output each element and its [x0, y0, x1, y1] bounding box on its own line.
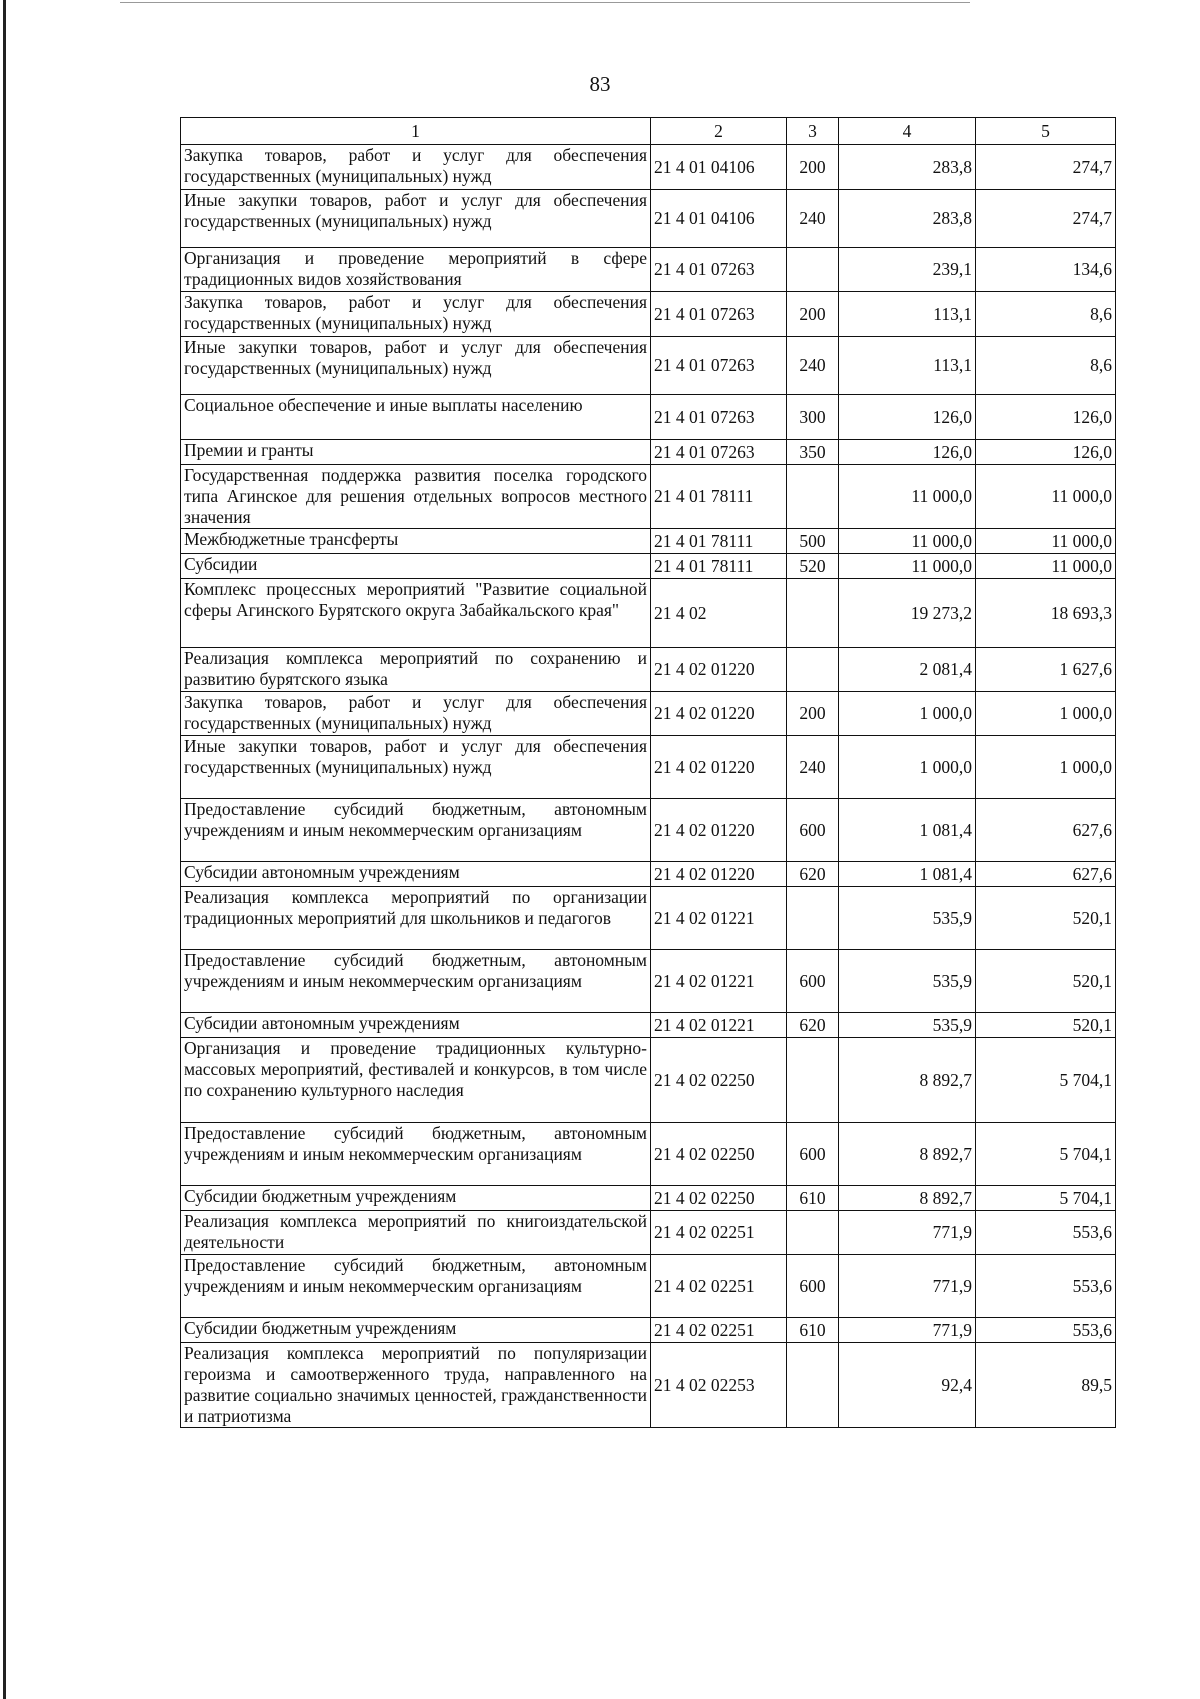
cell-type	[787, 248, 839, 292]
cell-value-col4: 1 081,4	[839, 799, 976, 862]
table-row	[181, 337, 1116, 395]
table-row	[181, 1013, 1116, 1038]
cell-name: Реализация комплекса мероприятий по книгоиздательской деятельности	[181, 1211, 651, 1255]
scan-edge-top	[120, 2, 970, 3]
cell-type: 200	[787, 292, 839, 337]
cell-value-col5: 1 000,0	[976, 736, 1116, 799]
cell-code: 21 4 01 78111	[651, 554, 787, 579]
cell-value-col5: 627,6	[976, 799, 1116, 862]
cell-name: Предоставление субсидий бюджетным, автономным учреждениям и иным некоммерческим организациям	[181, 799, 651, 862]
cell-value-col4: 2 081,4	[839, 648, 976, 692]
cell-value-col4: 11 000,0	[839, 465, 976, 529]
cell-value-col4: 92,4	[839, 1343, 976, 1428]
table-row	[181, 292, 1116, 337]
header-col-2: 2	[651, 118, 787, 145]
cell-type: 620	[787, 862, 839, 887]
cell-code: 21 4 01 04106	[651, 145, 787, 190]
cell-type: 200	[787, 692, 839, 736]
cell-code: 21 4 02 01220	[651, 648, 787, 692]
cell-value-col5: 8,6	[976, 337, 1116, 395]
cell-name: Закупка товаров, работ и услуг для обеспечения государственных (муниципальных) нужд	[181, 692, 651, 736]
cell-code: 21 4 01 07263	[651, 337, 787, 395]
cell-type: 240	[787, 190, 839, 248]
table-row	[181, 887, 1116, 950]
cell-value-col5: 89,5	[976, 1343, 1116, 1428]
cell-code: 21 4 02 02251	[651, 1255, 787, 1318]
cell-name: Иные закупки товаров, работ и услуг для обеспечения государственных (муниципальных) нужд	[181, 190, 651, 248]
cell-type: 620	[787, 1013, 839, 1038]
table-row	[181, 862, 1116, 887]
cell-value-col5: 11 000,0	[976, 529, 1116, 554]
cell-value-col5: 274,7	[976, 145, 1116, 190]
cell-code: 21 4 01 78111	[651, 529, 787, 554]
cell-name: Реализация комплекса мероприятий по организации традиционных мероприятий для школьников и педагогов	[181, 887, 651, 950]
table-row	[181, 529, 1116, 554]
cell-code: 21 4 02 02251	[651, 1211, 787, 1255]
cell-code: 21 4 01 07263	[651, 440, 787, 465]
cell-value-col4: 8 892,7	[839, 1123, 976, 1186]
page-number: 83	[589, 72, 611, 96]
cell-code: 21 4 01 07263	[651, 248, 787, 292]
table-row	[181, 145, 1116, 190]
cell-value-col5: 520,1	[976, 1013, 1116, 1038]
cell-value-col5: 1 627,6	[976, 648, 1116, 692]
table-row	[181, 440, 1116, 465]
cell-name: Иные закупки товаров, работ и услуг для обеспечения государственных (муниципальных) нужд	[181, 736, 651, 799]
cell-name: Иные закупки товаров, работ и услуг для обеспечения государственных (муниципальных) нужд	[181, 337, 651, 395]
table-row	[181, 1255, 1116, 1318]
cell-value-col5: 18 693,3	[976, 579, 1116, 648]
cell-code: 21 4 02 01220	[651, 736, 787, 799]
cell-name: Закупка товаров, работ и услуг для обеспечения государственных (муниципальных) нужд	[181, 292, 651, 337]
cell-name: Предоставление субсидий бюджетным, автономным учреждениям и иным некоммерческим организациям	[181, 950, 651, 1013]
cell-name: Комплекс процессных мероприятий "Развитие социальной сферы Агинского Бурятского округа Забайкальского края"	[181, 579, 651, 648]
table-row	[181, 648, 1116, 692]
cell-code: 21 4 02 01220	[651, 692, 787, 736]
cell-value-col5: 274,7	[976, 190, 1116, 248]
cell-type: 600	[787, 799, 839, 862]
cell-value-col5: 126,0	[976, 395, 1116, 440]
cell-value-col4: 1 000,0	[839, 692, 976, 736]
cell-name: Субсидии автономным учреждениям	[181, 1013, 651, 1038]
cell-value-col5: 11 000,0	[976, 554, 1116, 579]
cell-name: Организация и проведение мероприятий в сфере традиционных видов хозяйствования	[181, 248, 651, 292]
cell-value-col5: 5 704,1	[976, 1123, 1116, 1186]
cell-name: Субсидии бюджетным учреждениям	[181, 1318, 651, 1343]
cell-value-col4: 535,9	[839, 950, 976, 1013]
header-col-3: 3	[787, 118, 839, 145]
cell-value-col4: 283,8	[839, 145, 976, 190]
cell-type	[787, 465, 839, 529]
cell-value-col4: 113,1	[839, 337, 976, 395]
table-row	[181, 579, 1116, 648]
cell-code: 21 4 02 02250	[651, 1186, 787, 1211]
cell-code: 21 4 02 01220	[651, 862, 787, 887]
cell-code: 21 4 02 01221	[651, 950, 787, 1013]
cell-type	[787, 1211, 839, 1255]
cell-code: 21 4 02 02250	[651, 1038, 787, 1123]
cell-value-col5: 553,6	[976, 1255, 1116, 1318]
cell-value-col4: 239,1	[839, 248, 976, 292]
cell-name: Государственная поддержка развития поселка городского типа Агинское для решения отдельных вопросов местного значения	[181, 465, 651, 529]
header-row	[181, 118, 1116, 145]
table-row	[181, 190, 1116, 248]
table-row	[181, 950, 1116, 1013]
cell-type: 350	[787, 440, 839, 465]
cell-name: Премии и гранты	[181, 440, 651, 465]
cell-code: 21 4 02 01220	[651, 799, 787, 862]
cell-value-col4: 11 000,0	[839, 529, 976, 554]
cell-code: 21 4 02	[651, 579, 787, 648]
cell-type: 500	[787, 529, 839, 554]
cell-type: 240	[787, 337, 839, 395]
cell-value-col5: 520,1	[976, 950, 1116, 1013]
cell-value-col5: 5 704,1	[976, 1038, 1116, 1123]
cell-name: Предоставление субсидий бюджетным, автономным учреждениям и иным некоммерческим организациям	[181, 1123, 651, 1186]
cell-type: 300	[787, 395, 839, 440]
cell-code: 21 4 01 07263	[651, 292, 787, 337]
cell-name: Субсидии	[181, 554, 651, 579]
cell-type: 240	[787, 736, 839, 799]
header-col-1: 1	[181, 118, 651, 145]
cell-value-col4: 283,8	[839, 190, 976, 248]
cell-type: 610	[787, 1186, 839, 1211]
cell-value-col4: 771,9	[839, 1318, 976, 1343]
cell-value-col4: 113,1	[839, 292, 976, 337]
cell-value-col4: 535,9	[839, 1013, 976, 1038]
cell-code: 21 4 02 01221	[651, 887, 787, 950]
scan-edge-left	[3, 0, 6, 1699]
cell-name: Закупка товаров, работ и услуг для обеспечения государственных (муниципальных) нужд	[181, 145, 651, 190]
cell-value-col4: 11 000,0	[839, 554, 976, 579]
table-row	[181, 465, 1116, 529]
table-row	[181, 692, 1116, 736]
table-row	[181, 1211, 1116, 1255]
cell-type	[787, 648, 839, 692]
cell-value-col5: 627,6	[976, 862, 1116, 887]
cell-value-col5: 553,6	[976, 1318, 1116, 1343]
cell-name: Межбюджетные трансферты	[181, 529, 651, 554]
cell-type	[787, 887, 839, 950]
cell-value-col4: 126,0	[839, 440, 976, 465]
budget-table	[180, 117, 1116, 1428]
cell-value-col4: 126,0	[839, 395, 976, 440]
cell-type	[787, 1038, 839, 1123]
cell-value-col5: 8,6	[976, 292, 1116, 337]
cell-value-col5: 5 704,1	[976, 1186, 1116, 1211]
table-body	[181, 145, 1116, 1428]
cell-value-col5: 520,1	[976, 887, 1116, 950]
cell-value-col4: 8 892,7	[839, 1038, 976, 1123]
cell-value-col4: 535,9	[839, 887, 976, 950]
cell-value-col5: 553,6	[976, 1211, 1116, 1255]
table-row	[181, 1123, 1116, 1186]
cell-value-col5: 126,0	[976, 440, 1116, 465]
cell-name: Предоставление субсидий бюджетным, автономным учреждениям и иным некоммерческим организациям	[181, 1255, 651, 1318]
cell-value-col5: 11 000,0	[976, 465, 1116, 529]
cell-code: 21 4 01 78111	[651, 465, 787, 529]
cell-code: 21 4 02 02251	[651, 1318, 787, 1343]
cell-code: 21 4 01 07263	[651, 395, 787, 440]
table-row	[181, 248, 1116, 292]
cell-name: Субсидии бюджетным учреждениям	[181, 1186, 651, 1211]
cell-value-col4: 1 081,4	[839, 862, 976, 887]
table-row	[181, 1038, 1116, 1123]
cell-value-col4: 8 892,7	[839, 1186, 976, 1211]
cell-type: 600	[787, 950, 839, 1013]
cell-value-col4: 19 273,2	[839, 579, 976, 648]
cell-value-col4: 1 000,0	[839, 736, 976, 799]
table-row	[181, 799, 1116, 862]
cell-code: 21 4 01 04106	[651, 190, 787, 248]
cell-name: Реализация комплекса мероприятий по популяризации героизма и самоотверженного труда, направленного на развитие социально значимых ценностей, гражданственности и патриотизма	[181, 1343, 651, 1428]
cell-type: 600	[787, 1255, 839, 1318]
cell-type: 520	[787, 554, 839, 579]
cell-type: 600	[787, 1123, 839, 1186]
cell-type	[787, 579, 839, 648]
cell-type	[787, 1343, 839, 1428]
table-row	[181, 554, 1116, 579]
table-row	[181, 736, 1116, 799]
table-row	[181, 395, 1116, 440]
table-row	[181, 1343, 1116, 1428]
cell-type: 610	[787, 1318, 839, 1343]
cell-value-col4: 771,9	[839, 1255, 976, 1318]
cell-name: Социальное обеспечение и иные выплаты населению	[181, 395, 651, 440]
table-row	[181, 1318, 1116, 1343]
cell-value-col5: 134,6	[976, 248, 1116, 292]
cell-code: 21 4 02 02253	[651, 1343, 787, 1428]
cell-name: Субсидии автономным учреждениям	[181, 862, 651, 887]
table-row	[181, 1186, 1116, 1211]
cell-code: 21 4 02 01221	[651, 1013, 787, 1038]
cell-type: 200	[787, 145, 839, 190]
cell-value-col4: 771,9	[839, 1211, 976, 1255]
cell-name: Реализация комплекса мероприятий по сохранению и развитию бурятского языка	[181, 648, 651, 692]
cell-code: 21 4 02 02250	[651, 1123, 787, 1186]
cell-name: Организация и проведение традиционных культурно-массовых мероприятий, фестивалей и конкурсов, в том числе по сохранению культурного наследия	[181, 1038, 651, 1123]
cell-value-col5: 1 000,0	[976, 692, 1116, 736]
header-col-5: 5	[976, 118, 1116, 145]
header-col-4: 4	[839, 118, 976, 145]
